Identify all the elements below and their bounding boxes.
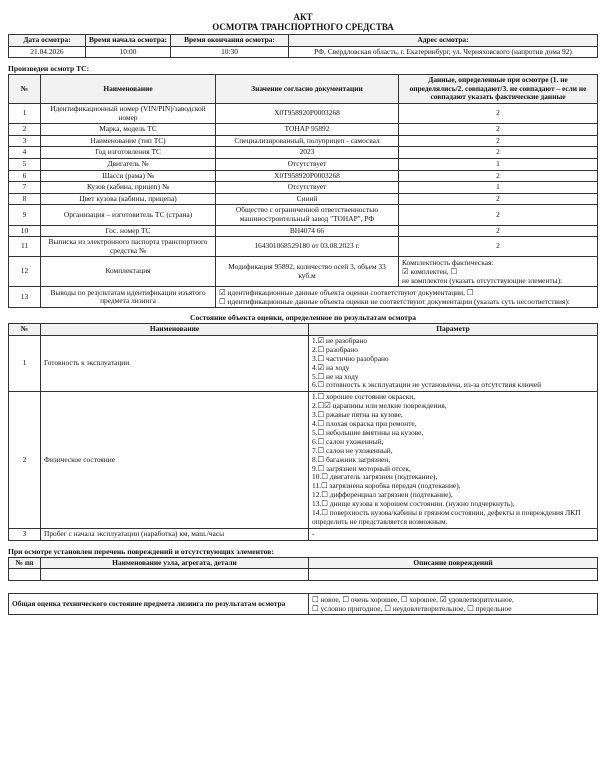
completeness-checkbox[interactable]: ☑ комплектен, ☐ [402,267,458,277]
col-no: № [9,75,41,104]
col-name: Наименование [41,75,216,104]
param-option[interactable]: 13.☐ днище кузова в хорошем состоянии. (нужно подчеркнуть), [312,499,515,509]
param-option[interactable]: 7.☐ салон не ухоженный, [312,445,393,455]
date-value: 21.04.2026 [9,46,86,58]
table-row: 12 Комплектация Модификация 95892, количество осей 3, объем 33 куб.м Комплектность фактическая: ☑ комплектен, ☐ не комплектен (указать отсутствующие элементы): [9,257,598,287]
start-time-label: Время начала осмотра: [86,35,171,47]
table-row: 6 Шасси (рама) № Х0Т958920Р0003268 2 [9,170,598,182]
table-row: 11 Выписка из электронного паспорта транспортного средства № 164301068529180 от 03.08.2023 г. 2 [9,237,598,257]
header-table [8,34,598,58]
param-option[interactable]: 6.☐ готовность к эксплуатации не установлена, из-за отсутствия ключей [312,380,542,390]
physical-condition-params [309,392,598,529]
table-row: 2 Физическое состояние 1.☐ хорошее состояние окраски, 2.☐☑ царапины или мелкие повреждения, 3.☐ ржавые пятна на кузове, 4.☐ плохая окраска при ремонте, 5.☐ небольшие вмятины на кузове, 6.☐ салон ухоженный, 7.☐ салон не ухоженный, 8.☐ багажник загрязнен, 9.☐ загрязнен моторный отсек, 10.☐ двигатель загрязнен (подтекание), 11.☐ загрязнена коробка передач (подтекание), 12.☐ дифференциал загрязнен (подтекание), 13.☐ днище кузова в хорошем состоянии. (нужно подчеркнуть), 14.☐ поверхность кузова/кабины в грязном состоянии, дефекты и повреждения ЛКП определить не представляется возможным. [9,392,598,529]
table-row: 10 Гос. номер ТС ВН4074 66 2 [9,225,598,237]
condition-heading: Состояние объекта оценки, определенное по результатам осмотра [190,313,416,323]
inspection-table [8,74,598,308]
param-option[interactable]: 1.☐ хорошее состояние окраски, [312,392,416,402]
col-doc: Значение согласно документации [216,75,399,104]
param-option[interactable]: 4.☑ на ходу [312,362,350,372]
param-option[interactable]: 2.☐☑ царапины или мелкие повреждения, [312,401,447,411]
col-result: Данные, определенные при осмотре (1. не определялись/2. совпадают/3. не совпадают – если не совпадают указать фактические данные [399,75,598,104]
damage-table: № пп Наименование узла, агрегата, детали Описание повреждений [8,557,598,582]
param-option[interactable]: 4.☐ плохая окраска при ремонте, [312,419,417,429]
conclusion-option-mismatch[interactable]: ☐ идентификационные данные объекта оценки не соответствуют документации (указать суть несоответствия): [219,297,570,307]
table-row: 5 Двигатель № Отсутствует 1 [9,158,598,170]
overall-assessment-label: Общая оценка технического состояние предмета лизинга по результатам осмотра [9,594,309,615]
address-label: Адрес осмотра: [289,35,598,47]
completeness-cell: Комплектность фактическая: ☑ комплектен, ☐ не комплектен (указать отсутствующие элементы): [399,257,598,287]
table-row: 3 Пробег с начала эксплуатации (наработка) км, маш./часы - [9,528,598,540]
address-value: РФ, Свердловская область, г. Екатеринбург, ул. Черняховского (напротив дома 92) [289,46,598,58]
param-option[interactable]: 14.☐ поверхность кузова/кабины в грязном состоянии, дефекты и повреждения ЛКП определить не представляется возможным. [312,508,581,526]
param-option[interactable]: 6.☐ салон ухоженный, [312,436,384,446]
end-time-label: Время окончания осмотра: [171,35,289,47]
table-row: 8 Цвет кузова (кабины, прицепа) Синий 2 [9,193,598,205]
document-title: АКТ ОСМОТРА ТРАНСПОРТНОГО СРЕДСТВА [212,12,394,32]
end-time-value: 10:30 [171,46,289,58]
param-option[interactable]: 3.☐ частично разобрано [312,353,389,363]
date-label: Дата осмотра: [9,35,86,47]
overall-assessment-options [309,594,598,615]
table-row: 2 Марка, модель ТС ТОНАР 95892 2 [9,124,598,136]
overall-option-line[interactable]: ☐ новое, ☐ очень хорошее, ☐ хорошее, ☑ удовлетворительное, [312,595,514,605]
table-row: 1 Готовность к эксплуатации 1.☑ не разобрано 2.☐ разобрано 3.☐ частично разобрано 4.☑ на ходу 5.☐ не на ходу 6.☐ готовность к эксплуатации не установлена, из-за отсутствия ключей [9,335,598,391]
condition-table: № Наименование Параметр 1 Готовность к эксплуатации 1.☑ не разобрано 2.☐ разобрано 3.☐ частично разобрано 4.☑ на ходу 5.☐ не на ходу 6.☐ готовность к эксплуатации не установлена, из-за отсутствия ключей 2 Физическое состояние 1.☐ хорошее состояние окраски, 2.☐☑ царапины или мелкие повреждения, 3.☐ ржавые пятна на кузове, 4.☐ плохая окраска при ремонте, 5.☐ небольшие вмятины на кузове, 6.☐ салон ухоженный, 7.☐ салон не ухоженный, 8.☐ багажник загрязнен, 9.☐ загрязнен моторный отсек, 10.☐ двигатель загрязнен (подтекание), 11.☐ загрязнена коробка передач (подтекание), 12.☐ дифференциал загрязнен (подтекание), 13.☐ днище кузова в хорошем состоянии. (нужно подчеркнуть), 14.☐ поверхность кузова/кабины в грязном состоянии, дефекты и повреждения ЛКП определить не представляется возможным. 3 Пробег с начала эксплуатации (наработка) км, маш./часы - [8,323,598,540]
param-option[interactable]: 5.☐ небольшие вмятины на кузове, [312,427,424,437]
param-option[interactable]: 12.☐ дифференциал загрязнен (подтекание), [312,490,453,500]
table-row: 3 Наименование (тип ТС) Специализированный, полуприцеп - самосвал 2 [9,135,598,147]
table-row: 13 Выводы по результатам идентификации изъятого предмета лизинга ☑ идентификационные данные объекта оценки соответствуют документации, ☐ ☐ идентификационные данные объекта оценки не соответствуют документации (указать суть несоответствия): [9,287,598,308]
start-time-value: 10:00 [86,46,171,58]
param-option[interactable]: 5.☐ не на ходу [312,371,359,381]
inspection-act-document [8,0,598,615]
param-option[interactable]: 10.☐ двигатель загрязнен (подтекание), [312,472,438,482]
inspection-heading: Произведен осмотр ТС: [8,64,90,74]
conclusion-option-match[interactable]: ☑ идентификационные данные объекта оценки соответствуют документации, ☐ [219,288,474,298]
param-option[interactable]: 11.☐ загрязнена коробка передач (подтекание), [312,481,461,491]
table-row: 7 Кузов (кабина, прицеп) № Отсутствует 1 [9,182,598,194]
table-row: 4 Год изготовления ТС 2023 2 [9,147,598,159]
param-option[interactable]: 3.☐ ржавые пятна на кузове, [312,410,403,420]
overall-assessment-table [8,593,598,615]
readiness-params [309,335,598,391]
table-row [9,569,598,581]
overall-option-line[interactable]: ☐ условно пригодное, ☐ неудовлетворительное, ☐ предельное [312,604,512,614]
param-option[interactable]: 8.☐ багажник загрязнен, [312,454,391,464]
param-option[interactable]: 9.☐ загрязнен моторный отсек, [312,463,411,473]
damage-heading: При осмотре установлен перечень повреждений и отсутствующих элементов: [8,546,274,556]
param-option[interactable]: 2.☐ разобрано [312,344,358,354]
table-row: 1 Идентификационный номер (VIN/PIN)/заводской номер Х0Т958920Р0003268 2 [9,103,598,123]
param-option[interactable]: 1.☑ не разобрано [312,335,368,345]
table-row: 9 Организация – изготовитель ТС (страна) Общество с ограниченной ответственностью машиностроительный завод "ТОНАР", РФ 2 [9,205,598,225]
identification-conclusion [216,287,598,308]
